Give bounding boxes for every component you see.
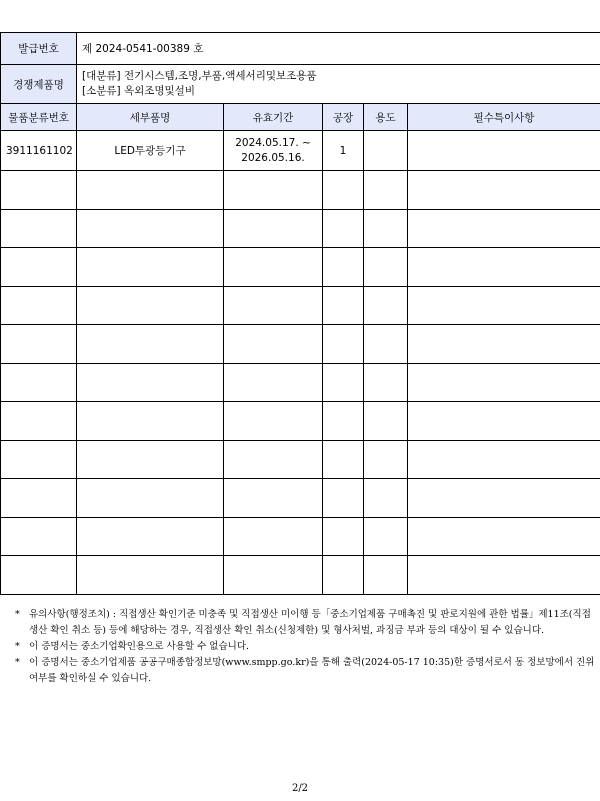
empty-cell — [323, 325, 364, 364]
product-name-row — [1, 65, 600, 104]
empty-table-row — [1, 440, 600, 479]
note-text: 이 증명서는 중소기업제품 공공구매종합정보망(www.smpp.go.kr)을 통해 출력(2024-05-17 10:35)한 증명서로서 동 정보망에서 진위여부를 확인하실 수 있습니다. — [29, 657, 595, 684]
empty-cell — [408, 440, 600, 479]
column-header-item-name: 세부품명 — [77, 104, 224, 131]
validity-start: 2024.05.17. ~ — [235, 136, 311, 149]
note-item — [15, 639, 595, 655]
empty-cell — [77, 556, 224, 595]
notes-section — [15, 607, 595, 687]
empty-cell — [323, 402, 364, 441]
column-header-row — [1, 104, 600, 131]
empty-cell — [224, 440, 323, 479]
empty-cell — [77, 479, 224, 518]
empty-cell — [1, 171, 77, 210]
empty-cell — [408, 209, 600, 248]
empty-table-row — [1, 363, 600, 402]
empty-cell — [364, 556, 408, 595]
empty-cell — [77, 209, 224, 248]
note-bullet: * — [15, 609, 20, 620]
empty-cell — [1, 402, 77, 441]
empty-cell — [408, 325, 600, 364]
empty-cell — [1, 517, 77, 556]
empty-cell — [224, 248, 323, 287]
column-header-code: 물품분류번호 — [1, 104, 77, 131]
empty-table-row — [1, 517, 600, 556]
issue-number-row — [1, 33, 600, 65]
cell-usage — [364, 131, 408, 171]
empty-cell — [408, 402, 600, 441]
cell-special-notes — [408, 131, 600, 171]
empty-cell — [224, 171, 323, 210]
issue-number-value: 제 2024-0541-00389 호 — [77, 33, 600, 65]
empty-table-row — [1, 209, 600, 248]
empty-cell — [323, 286, 364, 325]
empty-cell — [408, 286, 600, 325]
validity-end: 2026.05.16. — [241, 151, 305, 164]
empty-cell — [364, 363, 408, 402]
empty-cell — [323, 209, 364, 248]
empty-cell — [364, 440, 408, 479]
empty-cell — [1, 286, 77, 325]
note-bullet: * — [15, 657, 20, 668]
empty-cell — [364, 517, 408, 556]
product-name-label: 경쟁제품명 — [1, 65, 77, 104]
empty-table-row — [1, 402, 600, 441]
empty-table-row — [1, 479, 600, 518]
empty-cell — [224, 479, 323, 518]
empty-cell — [77, 402, 224, 441]
empty-cell — [77, 286, 224, 325]
empty-cell — [364, 402, 408, 441]
empty-cell — [77, 440, 224, 479]
empty-cell — [323, 556, 364, 595]
note-item — [15, 607, 595, 639]
empty-cell — [364, 171, 408, 210]
empty-cell — [408, 556, 600, 595]
column-header-notes: 필수특이사항 — [408, 104, 600, 131]
page-number: 2/2 — [291, 783, 309, 794]
empty-cell — [408, 363, 600, 402]
empty-cell — [1, 363, 77, 402]
empty-cell — [1, 248, 77, 287]
product-major-category: [대분류] 전기시스템,조명,부품,액세서리및보조용품 — [82, 70, 317, 82]
column-header-validity: 유효기간 — [224, 104, 323, 131]
table-row — [1, 131, 600, 171]
empty-table-row — [1, 286, 600, 325]
empty-cell — [323, 171, 364, 210]
empty-cell — [224, 556, 323, 595]
empty-cell — [323, 440, 364, 479]
empty-cell — [364, 325, 408, 364]
cell-validity — [224, 131, 323, 171]
empty-cell — [224, 517, 323, 556]
empty-cell — [408, 517, 600, 556]
empty-cell — [1, 440, 77, 479]
empty-cell — [408, 248, 600, 287]
column-header-usage: 용도 — [364, 104, 408, 131]
product-name-value — [77, 65, 600, 104]
note-text: 이 증명서는 중소기업확인용으로 사용할 수 없습니다. — [29, 641, 250, 652]
empty-cell — [1, 556, 77, 595]
empty-cell — [323, 517, 364, 556]
empty-cell — [323, 248, 364, 287]
empty-cell — [364, 286, 408, 325]
empty-cell — [77, 248, 224, 287]
empty-cell — [408, 171, 600, 210]
empty-cell — [224, 209, 323, 248]
empty-cell — [323, 363, 364, 402]
empty-table-row — [1, 248, 600, 287]
empty-table-row — [1, 556, 600, 595]
issue-number-label: 발급번호 — [1, 33, 77, 65]
note-bullet: * — [15, 641, 20, 652]
empty-cell — [1, 325, 77, 364]
product-minor-category: [소분류] 옥외조명및설비 — [82, 85, 195, 97]
empty-cell — [323, 479, 364, 518]
cell-factory: 1 — [323, 131, 364, 171]
note-item — [15, 655, 595, 687]
column-header-factory: 공장 — [323, 104, 364, 131]
empty-cell — [364, 248, 408, 287]
empty-cell — [77, 517, 224, 556]
cell-item-name: LED투광등기구 — [77, 131, 224, 171]
empty-cell — [224, 363, 323, 402]
empty-cell — [77, 171, 224, 210]
empty-table-row — [1, 325, 600, 364]
cell-code: 3911161102 — [1, 131, 77, 171]
empty-cell — [224, 402, 323, 441]
empty-cell — [364, 479, 408, 518]
empty-cell — [1, 479, 77, 518]
empty-cell — [1, 209, 77, 248]
empty-table-row — [1, 171, 600, 210]
empty-cell — [77, 325, 224, 364]
empty-cell — [77, 363, 224, 402]
certificate-table — [0, 32, 600, 595]
empty-cell — [224, 286, 323, 325]
empty-cell — [364, 209, 408, 248]
empty-cell — [408, 479, 600, 518]
note-text: 유의사항(행정조치) : 직접생산 확인기준 미충족 및 직접생산 미이행 등「중소기업제품 구매촉진 및 판로지원에 관한 법률」제11조(직접생산 확인 취소 등) 등에 해당하는 경우, 직접생산 확인 취소(신청제한) 및 형사처벌, 과징금 부과 등의 대상이 될 수 있습니다. — [29, 609, 591, 636]
empty-cell — [224, 325, 323, 364]
